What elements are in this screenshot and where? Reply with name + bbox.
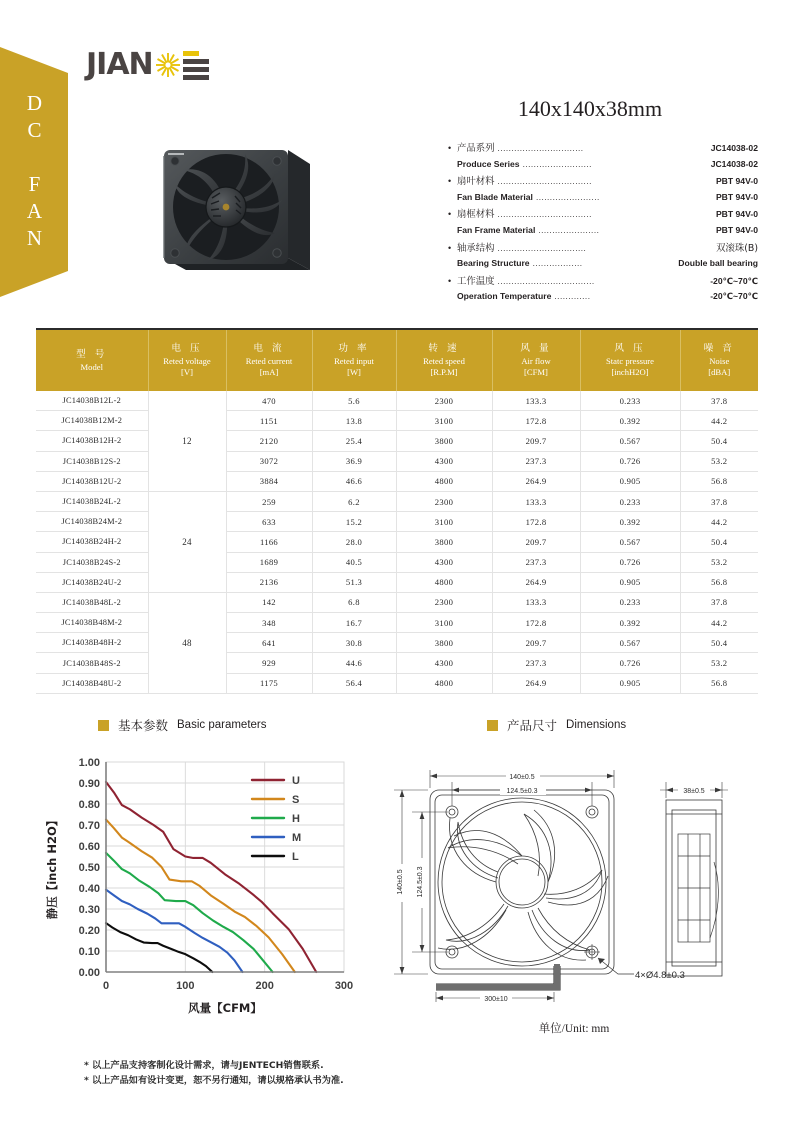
cell-current: 641 [226, 633, 312, 653]
square-bullet-icon [487, 720, 498, 731]
cell-airflow: 264.9 [492, 673, 580, 693]
cell-input: 16.7 [312, 613, 396, 633]
table-row [36, 532, 758, 552]
bullet-icon: • [448, 209, 452, 220]
spec-value-en: PBT 94V-0 [715, 224, 758, 235]
table-row [36, 512, 758, 532]
spec-name-cn: 工作温度 [457, 275, 495, 287]
cell-voltage: 24 [148, 491, 226, 592]
cell-current: 633 [226, 512, 312, 532]
spec-value-cn: PBT 94V-0 [715, 209, 758, 220]
table-row [36, 491, 758, 511]
leader-dots: .................................. [497, 177, 592, 187]
chart-y-tick: 0.30 [78, 904, 100, 916]
chart-y-axis-title: 静压【inch H2O】 [45, 814, 59, 920]
chart-y-tick: 0.40 [78, 883, 100, 895]
column-header-air-flow: 风 量 Air flow [CFM] [492, 330, 580, 391]
cell-airflow: 172.8 [492, 512, 580, 532]
cell-model: JC14038B48S-2 [36, 653, 148, 673]
bullet-icon: • [448, 275, 452, 286]
cell-speed: 4800 [396, 572, 492, 592]
cell-speed: 3100 [396, 512, 492, 532]
spec-value-en: PBT 94V-0 [715, 191, 758, 202]
chart-y-tick: 0.00 [78, 967, 100, 979]
table-row [36, 653, 758, 673]
cell-pressure: 0.392 [580, 613, 680, 633]
square-bullet-icon [98, 720, 109, 731]
dim-hole-pitch-horizontal: 124.5±0.3 [506, 788, 538, 795]
spec-name-cn: 扇叶材料 [457, 176, 495, 188]
leader-dots: ............................... [497, 144, 584, 153]
legend-label-H: H [292, 813, 300, 825]
cell-noise: 56.8 [680, 572, 758, 592]
cell-airflow: 172.8 [492, 411, 580, 431]
legend-label-S: S [292, 794, 300, 806]
cell-noise: 56.8 [680, 673, 758, 693]
section-title-en: Dimensions [566, 719, 627, 731]
cell-pressure: 0.233 [580, 592, 680, 612]
logo-wordmark: JIAN [86, 47, 153, 82]
cell-airflow: 237.3 [492, 451, 580, 471]
sunburst-icon [155, 52, 181, 78]
cell-input: 6.2 [312, 491, 396, 511]
cell-speed: 4300 [396, 653, 492, 673]
cell-input: 15.2 [312, 512, 396, 532]
table-row [36, 431, 758, 451]
cell-input: 51.3 [312, 572, 396, 592]
cell-input: 56.4 [312, 673, 396, 693]
leader-dots: .................. [532, 259, 583, 269]
legend-label-L: L [292, 851, 299, 863]
legend-label-U: U [292, 775, 300, 787]
table-row [36, 633, 758, 653]
cell-speed: 4800 [396, 673, 492, 693]
column-header-static-pressure: 风 压 Statc pressure [inchH2O] [580, 330, 680, 391]
table-row [36, 572, 758, 592]
section-heading-dimensions [487, 716, 626, 734]
column-header-voltage: 电 压 Reted voltage [V] [148, 330, 226, 391]
cell-pressure: 0.726 [580, 451, 680, 471]
table-row [36, 391, 758, 411]
spec-item-operation-temperature [448, 274, 758, 305]
cell-model: JC14038B12L-2 [36, 391, 148, 411]
cell-input: 40.5 [312, 552, 396, 572]
cell-model: JC14038B12M-2 [36, 411, 148, 431]
table-row [36, 471, 758, 491]
side-tab-dc-fan [0, 47, 68, 297]
column-header-current: 电 流 Reted current [mA] [226, 330, 312, 391]
chart-y-tick: 0.70 [78, 820, 100, 832]
column-header-input-power: 功 率 Reted input [W] [312, 330, 396, 391]
section-title-cn: 基本参数 [118, 718, 169, 733]
cell-current: 2120 [226, 431, 312, 451]
cell-speed: 4300 [396, 451, 492, 471]
cell-airflow: 209.7 [492, 532, 580, 552]
section-heading-basic-parameters [98, 716, 267, 734]
spec-name-en: Produce Series [457, 158, 520, 169]
cell-airflow: 133.3 [492, 391, 580, 411]
table-row [36, 451, 758, 471]
cell-model: JC14038B48H-2 [36, 633, 148, 653]
table-row [36, 592, 758, 612]
spec-item-fan-frame-material [448, 207, 758, 238]
cell-speed: 3800 [396, 532, 492, 552]
footer-note-1: * 以上产品支持客制化设计需求，请与JENTECH销售联系. [84, 1060, 324, 1071]
cell-airflow: 237.3 [492, 552, 580, 572]
chart-x-tick: 0 [102, 980, 110, 992]
cell-noise: 50.4 [680, 431, 758, 451]
spec-value-en: JC14038-02 [710, 158, 758, 169]
spec-value-cn: -20℃~70℃ [710, 275, 758, 286]
section-title-en: Basic parameters [177, 719, 267, 731]
page-title: 140x140x38mm [517, 96, 663, 121]
cell-model: JC14038B24H-2 [36, 532, 148, 552]
section-title-cn: 产品尺寸 [507, 718, 558, 733]
cell-noise: 50.4 [680, 633, 758, 653]
cell-current: 1175 [226, 673, 312, 693]
chart-y-tick: 0.20 [78, 925, 100, 937]
cell-noise: 37.8 [680, 491, 758, 511]
cell-model: JC14038B24L-2 [36, 491, 148, 511]
cell-noise: 53.2 [680, 451, 758, 471]
table-row [36, 552, 758, 572]
cell-airflow: 264.9 [492, 572, 580, 592]
spec-name-cn: 产品系列 [457, 143, 495, 154]
side-tab-label: DC FAN [22, 91, 47, 253]
cell-current: 2136 [226, 572, 312, 592]
specification-list [448, 141, 758, 307]
spec-name-cn: 扇框材料 [457, 209, 495, 221]
chart-x-tick: 100 [176, 980, 195, 992]
cell-pressure: 0.905 [580, 572, 680, 592]
chart-y-tick: 0.80 [78, 799, 100, 811]
footer-note-2: * 以上产品如有设计变更，恕不另行通知，请以规格承认书为准. [84, 1075, 344, 1086]
cell-model: JC14038B48L-2 [36, 592, 148, 612]
cell-speed: 3100 [396, 613, 492, 633]
cell-input: 30.8 [312, 633, 396, 653]
cell-current: 1689 [226, 552, 312, 572]
cell-speed: 2300 [396, 391, 492, 411]
cell-current: 3072 [226, 451, 312, 471]
cell-noise: 53.2 [680, 653, 758, 673]
chart-x-tick: 200 [255, 980, 274, 992]
cell-input: 44.6 [312, 653, 396, 673]
cell-current: 1166 [226, 532, 312, 552]
leader-dots: .................................. [497, 210, 592, 220]
cell-input: 25.4 [312, 431, 396, 451]
leader-dots: ...................... [538, 225, 600, 235]
spec-name-en: Fan Frame Material [457, 224, 536, 235]
cell-pressure: 0.905 [580, 673, 680, 693]
cell-pressure: 0.567 [580, 431, 680, 451]
cell-airflow: 172.8 [492, 613, 580, 633]
chart-y-tick: 0.10 [78, 946, 100, 958]
leader-dots: ............. [554, 292, 591, 302]
company-logo [86, 48, 209, 82]
cell-noise: 53.2 [680, 552, 758, 572]
cell-model: JC14038B24U-2 [36, 572, 148, 592]
spec-name-en: Bearing Structure [457, 258, 530, 269]
table-row [36, 613, 758, 633]
cell-current: 929 [226, 653, 312, 673]
spec-item-produce-series [448, 141, 758, 172]
cell-noise: 37.8 [680, 592, 758, 612]
cell-noise: 37.8 [680, 391, 758, 411]
cell-airflow: 237.3 [492, 653, 580, 673]
chart-y-tick-labels [79, 757, 100, 979]
spec-name-en: Fan Blade Material [457, 191, 533, 202]
cell-pressure: 0.392 [580, 512, 680, 532]
cell-input: 28.0 [312, 532, 396, 552]
table-header-row [36, 330, 758, 391]
cell-airflow: 209.7 [492, 431, 580, 451]
cell-speed: 2300 [396, 491, 492, 511]
cell-airflow: 133.3 [492, 491, 580, 511]
cell-pressure: 0.392 [580, 411, 680, 431]
cell-speed: 3800 [396, 431, 492, 451]
chart-y-tick: 0.90 [78, 778, 100, 790]
cell-voltage: 12 [148, 391, 226, 491]
table-row [36, 411, 758, 431]
cell-model: JC14038B12S-2 [36, 451, 148, 471]
leader-dots: ......................... [522, 159, 592, 169]
cell-pressure: 0.233 [580, 391, 680, 411]
cell-pressure: 0.567 [580, 532, 680, 552]
dim-front-width: 140±0.5 [509, 774, 535, 781]
leader-dots: ................................ [497, 243, 587, 253]
leader-dots: ....................... [535, 192, 600, 202]
cell-pressure: 0.905 [580, 471, 680, 491]
footer-notes [84, 1058, 704, 1088]
bullet-icon: • [448, 143, 452, 153]
bullet-icon: • [448, 242, 452, 253]
cell-model: JC14038B48M-2 [36, 613, 148, 633]
specification-table [36, 330, 758, 694]
cell-noise: 44.2 [680, 613, 758, 633]
bullet-icon: • [448, 176, 452, 187]
dim-hole-callout: 4×Ø4.8±0.3 [635, 970, 685, 981]
cell-current: 470 [226, 391, 312, 411]
cell-speed: 3100 [396, 411, 492, 431]
cell-noise: 44.2 [680, 512, 758, 532]
fan-product-photo [150, 130, 315, 290]
cell-pressure: 0.567 [580, 633, 680, 653]
chart-x-tick-labels [103, 980, 353, 992]
dimension-unit-note: 单位/Unit: mm [538, 1023, 610, 1035]
dim-side-thickness: 38±0.5 [683, 788, 705, 795]
cell-pressure: 0.726 [580, 653, 680, 673]
cell-noise: 56.8 [680, 471, 758, 491]
dim-cable-length: 300±10 [484, 996, 508, 1003]
table-body [36, 391, 758, 693]
cell-pressure: 0.726 [580, 552, 680, 572]
chart-x-tick: 300 [334, 980, 354, 992]
spec-value-en: -20℃~70℃ [710, 291, 758, 302]
spec-item-fan-blade-material [448, 174, 758, 205]
spec-item-bearing-structure [448, 241, 758, 272]
dimension-drawing [378, 752, 770, 1007]
cell-model: JC14038B12U-2 [36, 471, 148, 491]
column-header-noise: 噪 音 Noise [dBA] [680, 330, 758, 391]
leader-dots: ................................... [497, 276, 595, 286]
chart-y-tick: 0.60 [78, 841, 100, 853]
cell-input: 46.6 [312, 471, 396, 491]
cell-speed: 4800 [396, 471, 492, 491]
chart-y-tick: 1.00 [78, 757, 100, 769]
cell-speed: 2300 [396, 592, 492, 612]
cell-current: 348 [226, 613, 312, 633]
logo-bars-icon [183, 51, 209, 80]
cell-voltage: 48 [148, 592, 226, 693]
cell-airflow: 133.3 [492, 592, 580, 612]
cell-current: 142 [226, 592, 312, 612]
cell-model: JC14038B12H-2 [36, 431, 148, 451]
cell-current: 3884 [226, 471, 312, 491]
spec-value-cn: PBT 94V-0 [715, 176, 758, 187]
spec-value-en: Double ball bearing [678, 258, 758, 269]
legend-label-M: M [292, 832, 302, 844]
spec-value-cn: JC14038-02 [710, 143, 758, 153]
cell-model: JC14038B24S-2 [36, 552, 148, 572]
cell-noise: 50.4 [680, 532, 758, 552]
specification-table-wrapper [36, 328, 758, 694]
cell-input: 6.8 [312, 592, 396, 612]
cell-noise: 44.2 [680, 411, 758, 431]
chart-y-tick: 0.50 [78, 862, 100, 874]
performance-chart [34, 752, 364, 1020]
dim-front-height: 140±0.5 [397, 869, 404, 895]
spec-value-cn: 双滚珠(B) [716, 242, 758, 254]
spec-name-cn: 轴承结构 [457, 242, 495, 254]
cell-pressure: 0.233 [580, 491, 680, 511]
cell-input: 5.6 [312, 391, 396, 411]
cell-model: JC14038B48U-2 [36, 673, 148, 693]
cell-airflow: 209.7 [492, 633, 580, 653]
cell-airflow: 264.9 [492, 471, 580, 491]
cell-current: 259 [226, 491, 312, 511]
cell-model: JC14038B24M-2 [36, 512, 148, 532]
column-header-model: 型 号 Model [36, 330, 148, 391]
cell-speed: 4300 [396, 552, 492, 572]
cell-input: 13.8 [312, 411, 396, 431]
chart-x-axis-title: 风量【CFM】 [188, 1001, 262, 1015]
dim-hole-pitch-vertical: 124.5±0.3 [417, 866, 424, 898]
cell-speed: 3800 [396, 633, 492, 653]
cell-current: 1151 [226, 411, 312, 431]
table-row [36, 673, 758, 693]
spec-name-en: Operation Temperature [457, 291, 552, 302]
cell-input: 36.9 [312, 451, 396, 471]
column-header-speed: 转 速 Reted speed [R.P.M] [396, 330, 492, 391]
